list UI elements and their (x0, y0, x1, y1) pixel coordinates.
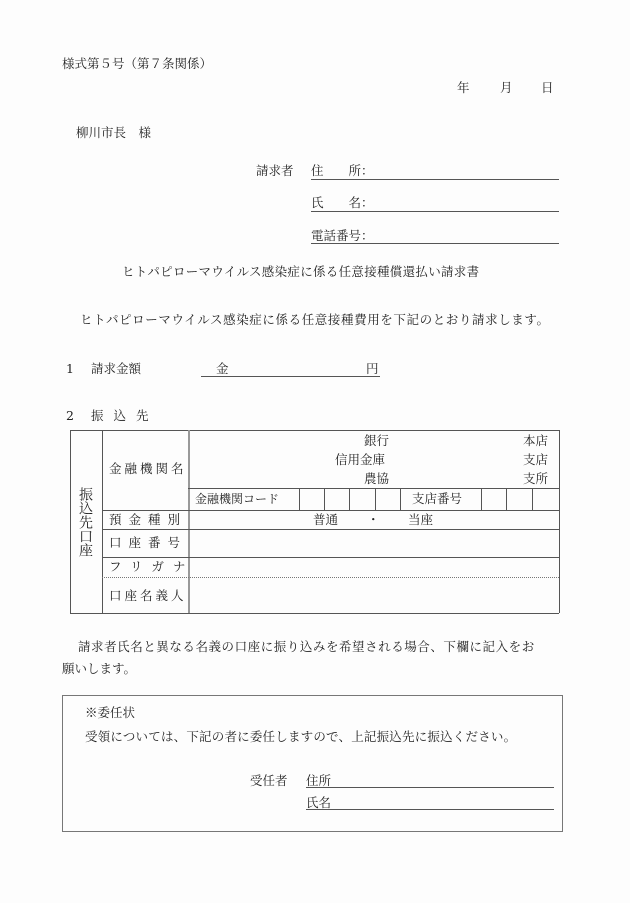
intro-text: ヒトパピローマウイルス感染症に係る任意接種費用を下記のとおり請求します。 (80, 312, 550, 327)
branch-number-label: 支店番号 (412, 491, 463, 506)
deposit-option-checking[interactable]: 当座 (408, 512, 434, 527)
phone-field[interactable] (311, 243, 559, 244)
account-holder-field[interactable] (190, 578, 558, 612)
amount-prefix: 金 (216, 361, 229, 376)
deposit-option-separator: ・ (367, 512, 380, 527)
date-year-label: 年 (457, 80, 470, 95)
branch-type-main: 本店 (523, 433, 549, 448)
deposit-option-ordinary[interactable]: 普通 (313, 512, 339, 527)
proxy-box (62, 695, 563, 832)
proxy-name-label: 氏名 (306, 795, 332, 810)
branch-type-branch: 支店 (523, 452, 549, 467)
side-label: 振込先口座 (77, 487, 93, 557)
branch-type-office: 支所 (523, 471, 549, 486)
note-line-2: 願いします。 (62, 661, 137, 676)
deposit-row-top (102, 510, 559, 511)
proxy-heading: ※委任状 (85, 705, 136, 720)
type-agri-coop: 農協 (364, 471, 390, 486)
institution-name-label: 金融機関名 (109, 461, 187, 476)
type-bank: 銀行 (364, 433, 390, 448)
address-label: 住 所： (311, 163, 374, 178)
furigana-field[interactable] (190, 558, 558, 576)
code-cell-divider (400, 488, 401, 510)
applicant-label: 請求者 (256, 163, 294, 178)
institution-code-label: 金融機関コード (195, 492, 280, 506)
institution-code-digit-4[interactable] (376, 489, 400, 510)
document-title: ヒトパピローマウイルス感染症に係る任意接種償還払い請求書 (122, 264, 480, 279)
proxy-address-field[interactable] (306, 787, 554, 788)
proxy-address-label: 住所 (306, 773, 332, 788)
section2-number: 2 (66, 408, 74, 423)
date-day-label: 日 (541, 80, 554, 95)
institution-name-field[interactable] (190, 431, 480, 487)
branch-number-digit-1[interactable] (482, 489, 506, 510)
table-right-border (559, 430, 560, 613)
date-month-label: 月 (500, 80, 513, 95)
proxy-label: 受任者 (250, 773, 288, 788)
type-credit-union: 信用金庫 (335, 452, 386, 467)
proxy-text: 受領については、下記の者に委任しますので、上記振込先に振込ください。 (85, 729, 517, 744)
section2-label: 振 込 先 (91, 408, 152, 423)
table-bottom-border (70, 613, 559, 614)
phone-label: 電話番号： (311, 228, 374, 243)
branch-number-digit-2[interactable] (507, 489, 532, 510)
section1-label: 請求金額 (91, 361, 142, 376)
account-number-field[interactable] (190, 530, 558, 556)
side-column-divider (102, 430, 103, 613)
note-line-1: 請求者氏名と異なる名義の口座に振り込みを希望される場合、下欄に記入をお (78, 639, 535, 654)
section1-number: 1 (66, 361, 74, 376)
form-number: 様式第５号（第７条関係） (62, 56, 213, 71)
deposit-type-label: 預金種別 (109, 512, 188, 527)
account-number-label: 口座番号 (109, 535, 188, 550)
amount-suffix: 円 (366, 361, 379, 376)
account-holder-label: 口座名義人 (109, 588, 187, 603)
institution-code-digit-3[interactable] (350, 489, 375, 510)
institution-code-digit-2[interactable] (325, 489, 349, 510)
addressee: 柳川市長 様 (76, 125, 152, 140)
branch-number-digit-3[interactable] (533, 489, 559, 510)
address-field[interactable] (311, 179, 559, 180)
amount-field[interactable] (201, 376, 380, 377)
proxy-name-field[interactable] (306, 809, 554, 810)
furigana-label: フリガナ (109, 559, 195, 574)
institution-code-digit-1[interactable] (300, 489, 324, 510)
name-label: 氏 名： (311, 195, 374, 210)
table-left-border (70, 430, 71, 613)
name-field[interactable] (311, 211, 559, 212)
